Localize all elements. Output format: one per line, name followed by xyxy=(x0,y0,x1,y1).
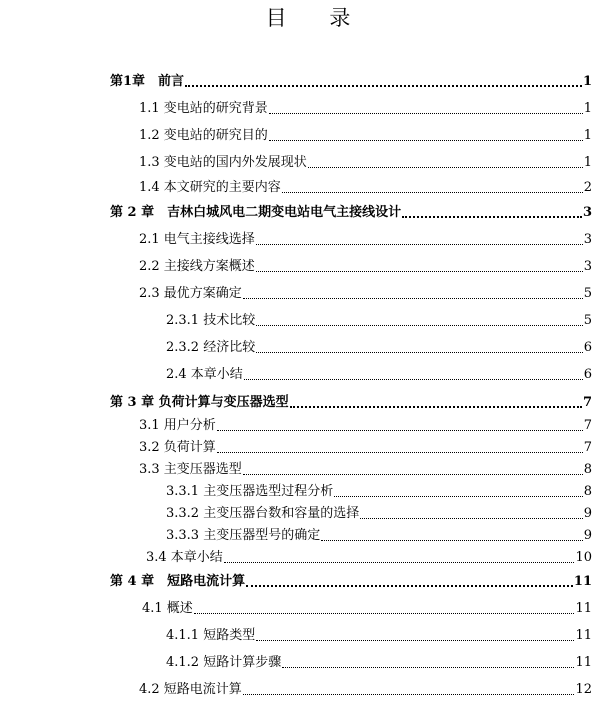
toc-entry[interactable] xyxy=(166,311,592,329)
toc-entry-label: 3.1 用户分析 xyxy=(139,418,216,433)
toc-dot-leader xyxy=(256,324,583,326)
toc-entry[interactable] xyxy=(142,599,592,617)
toc-entry-page: 9 xyxy=(583,528,592,543)
toc-entry-page: 7 xyxy=(583,440,592,455)
toc-dot-leader xyxy=(246,584,573,587)
toc-entry[interactable] xyxy=(166,482,592,500)
toc-entry-page: 10 xyxy=(575,550,592,565)
toc-entry-label: 1.2 变电站的研究目的 xyxy=(139,128,268,143)
toc-entry-page: 6 xyxy=(583,367,592,382)
toc-dot-leader xyxy=(334,495,583,497)
toc-entry-label: 2.2 主接线方案概述 xyxy=(139,259,255,274)
toc-entry-chapter-4[interactable] xyxy=(110,572,592,590)
toc-dot-leader xyxy=(282,666,574,668)
toc-entry[interactable] xyxy=(166,338,592,356)
toc-dot-leader xyxy=(243,693,575,695)
toc-dot-leader xyxy=(194,612,575,614)
toc-entry-page: 11 xyxy=(573,574,592,589)
toc-dot-leader xyxy=(269,139,583,141)
toc-entry-page: 11 xyxy=(575,601,592,616)
toc-entry-page: 12 xyxy=(575,682,592,697)
toc-entry[interactable] xyxy=(139,178,592,196)
toc-entry[interactable] xyxy=(166,626,592,644)
toc-dot-leader xyxy=(224,561,575,563)
toc-dot-leader xyxy=(244,378,583,380)
toc-entry-page: 3 xyxy=(583,232,592,247)
toc-dot-leader xyxy=(185,84,582,87)
toc-entry-page: 6 xyxy=(583,340,592,355)
toc-entry-label: 4.1.1 短路类型 xyxy=(166,628,256,643)
toc-entry-label: 3.3.1 主变压器选型过程分析 xyxy=(166,484,334,499)
toc-dot-leader xyxy=(256,639,574,641)
toc-entry[interactable] xyxy=(146,548,592,566)
toc-entry-label: 3.3.2 主变压器台数和容量的选择 xyxy=(166,506,360,521)
toc-entry-page: 1 xyxy=(583,101,592,116)
toc-entry-chapter-3[interactable] xyxy=(110,393,592,411)
toc-entry-label: 3.4 本章小结 xyxy=(146,550,223,565)
toc-dot-leader xyxy=(256,243,583,245)
toc-entry-page: 3 xyxy=(582,205,592,220)
toc-entry-label: 2.3 最优方案确定 xyxy=(139,286,242,301)
toc-entry-label: 3.2 负荷计算 xyxy=(139,440,216,455)
toc-dot-leader xyxy=(321,539,583,541)
toc-entry-page: 5 xyxy=(583,313,592,328)
toc-entry-label: 2.3.2 经济比较 xyxy=(166,340,256,355)
toc-entry[interactable] xyxy=(166,365,592,383)
toc-entry-label: 第1章 前言 xyxy=(110,74,185,89)
toc-entry[interactable] xyxy=(139,438,592,456)
toc-entry-label: 1.4 本文研究的主要内容 xyxy=(139,180,281,195)
toc-entry-label: 3.3.3 主变压器型号的确定 xyxy=(166,528,321,543)
toc-entry-label: 第 4 章 短路电流计算 xyxy=(110,574,246,589)
toc-entry[interactable] xyxy=(139,153,592,171)
toc-dot-leader xyxy=(269,112,583,114)
toc-entry-page: 5 xyxy=(583,286,592,301)
toc-dot-leader xyxy=(217,451,583,453)
toc-entry-label: 1.1 变电站的研究背景 xyxy=(139,101,268,116)
toc-entry-page: 8 xyxy=(583,462,592,477)
toc-entry-label: 4.1 概述 xyxy=(142,601,193,616)
toc-dot-leader xyxy=(243,297,583,299)
toc-dot-leader xyxy=(402,215,582,218)
toc-entry-chapter-1[interactable] xyxy=(110,72,592,90)
toc-dot-leader xyxy=(308,166,583,168)
toc-entry-page: 9 xyxy=(583,506,592,521)
toc-entry-chapter-2[interactable] xyxy=(110,203,592,221)
toc-dot-leader xyxy=(256,351,583,353)
toc-entry-page: 8 xyxy=(583,484,592,499)
toc-entry-label: 1.3 变电站的国内外发展现状 xyxy=(139,155,307,170)
toc-entry-page: 7 xyxy=(583,418,592,433)
toc-entry-page: 3 xyxy=(583,259,592,274)
toc-entry-label: 3.3 主变压器选型 xyxy=(139,462,242,477)
toc-entry-page: 11 xyxy=(575,628,592,643)
toc-entry[interactable] xyxy=(166,653,592,671)
toc-entry-label: 2.3.1 技术比较 xyxy=(166,313,256,328)
toc-dot-leader xyxy=(290,405,582,408)
toc-entry[interactable] xyxy=(139,230,592,248)
toc-entry[interactable] xyxy=(139,126,592,144)
toc-entry-page: 1 xyxy=(582,74,592,89)
toc-entry-page: 11 xyxy=(575,655,592,670)
toc-dot-leader xyxy=(282,191,583,193)
toc-entry[interactable] xyxy=(139,680,592,698)
toc-entry-label: 4.2 短路电流计算 xyxy=(139,682,242,697)
toc-dot-leader xyxy=(360,517,583,519)
toc-dot-leader xyxy=(243,473,583,475)
toc-entry[interactable] xyxy=(139,460,592,478)
toc-dot-leader xyxy=(256,270,583,272)
toc-entry-label: 2.4 本章小结 xyxy=(166,367,243,382)
toc-entry-label: 2.1 电气主接线选择 xyxy=(139,232,255,247)
toc-entry-label: 第 2 章 吉林白城风电二期变电站电气主接线设计 xyxy=(110,205,402,220)
toc-entry[interactable] xyxy=(139,257,592,275)
toc-title: 目 录 xyxy=(265,6,369,30)
toc-entry-page: 1 xyxy=(583,128,592,143)
toc-entry-label: 第 3 章 负荷计算与变压器选型 xyxy=(110,395,289,410)
toc-dot-leader xyxy=(217,429,583,431)
toc-entry[interactable] xyxy=(139,416,592,434)
toc-entry[interactable] xyxy=(166,526,592,544)
toc-entry[interactable] xyxy=(139,99,592,117)
toc-entry[interactable] xyxy=(139,284,592,302)
toc-entry-page: 1 xyxy=(583,155,592,170)
toc-entry[interactable] xyxy=(166,504,592,522)
toc-entry-page: 7 xyxy=(582,395,592,410)
toc-entry-page: 2 xyxy=(583,180,592,195)
toc-entry-label: 4.1.2 短路计算步骤 xyxy=(166,655,282,670)
